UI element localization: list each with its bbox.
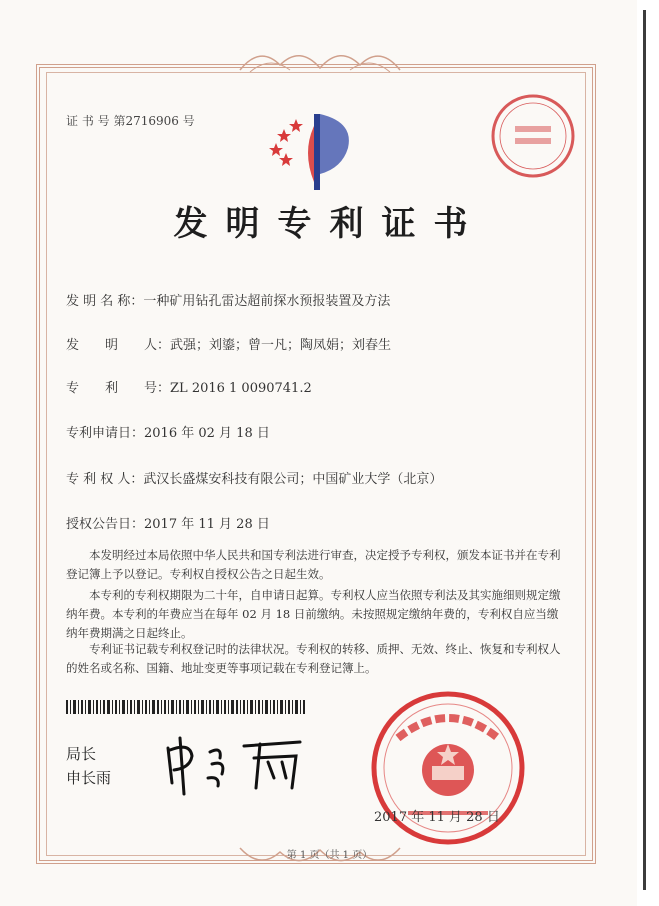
- body-text-2: 本专利的专利权期限为二十年，自申请日起算。专利权人应当依照专利法及其实施细则规定缴纳年费。本专利的年费应当在每年 02 月 18 日前缴纳。未按照规定缴纳年费的，专利权自应当缴纳年费期满之日起终止。: [66, 588, 561, 640]
- seal-date: 2017 年 11 月 28 日: [374, 810, 500, 825]
- patent-number-label: 专 利 号：: [66, 381, 171, 396]
- director-block: [66, 742, 111, 790]
- filing-date-row: [66, 422, 270, 441]
- director-title: 局长: [66, 745, 97, 763]
- scan-edge: [637, 0, 659, 906]
- grant-date-label: 授权公告日：: [66, 517, 145, 532]
- invention-name-value: 一种矿用钻孔雷达超前探水预报装置及方法: [143, 294, 391, 309]
- director-signature-icon: [160, 728, 310, 798]
- patentee-label: 专 利 权 人：: [66, 472, 144, 487]
- barcode-icon: [66, 700, 306, 714]
- inventors-value: 武强；刘鎏；曾一凡；陶凤娟；刘春生: [170, 338, 392, 353]
- patent-number-row: [66, 377, 312, 396]
- certificate-number: 证 书 号 第2716906 号: [66, 114, 195, 128]
- body-text-1: 本发明经过本局依照中华人民共和国专利法进行审查，决定授予专利权，颁发本证书并在专利登记簿上予以登记。专利权自授权公告之日起生效。: [66, 548, 561, 581]
- agency-stamp-icon: [489, 92, 577, 180]
- inventors-row: [66, 334, 391, 353]
- filing-date-label: 专利申请日：: [66, 426, 145, 441]
- patentee-row: [66, 468, 442, 487]
- body-text-3: 专利证书记载专利权登记时的法律状况。专利权的转移、质押、无效、终止、恢复和专利权人的姓名或名称、国籍、地址变更等事项记载在专利登记簿上。: [66, 642, 561, 675]
- invention-name-label: 发 明 名 称：: [66, 294, 144, 309]
- grant-date-value: 2017 年 11 月 28 日: [144, 517, 270, 532]
- grant-date-row: [66, 513, 270, 532]
- body-paragraph-1: [66, 546, 566, 584]
- page-number: 第 1 页（共 1 页）: [286, 850, 373, 861]
- director-name: 申长雨: [66, 769, 112, 787]
- body-paragraph-3: [66, 640, 566, 678]
- patent-number-value: ZL 2016 1 0090741.2: [170, 381, 312, 396]
- body-paragraph-2: [66, 586, 566, 643]
- top-ornament: [230, 40, 410, 80]
- patentee-value: 武汉长盛煤安科技有限公司；中国矿业大学（北京）: [143, 472, 443, 487]
- inventors-label: 发 明 人：: [66, 338, 171, 353]
- invention-name-row: [66, 290, 390, 309]
- page-title: 发明专利证书: [173, 204, 486, 244]
- cnipa-logo-icon: [262, 112, 362, 192]
- filing-date-value: 2016 年 02 月 18 日: [144, 426, 270, 441]
